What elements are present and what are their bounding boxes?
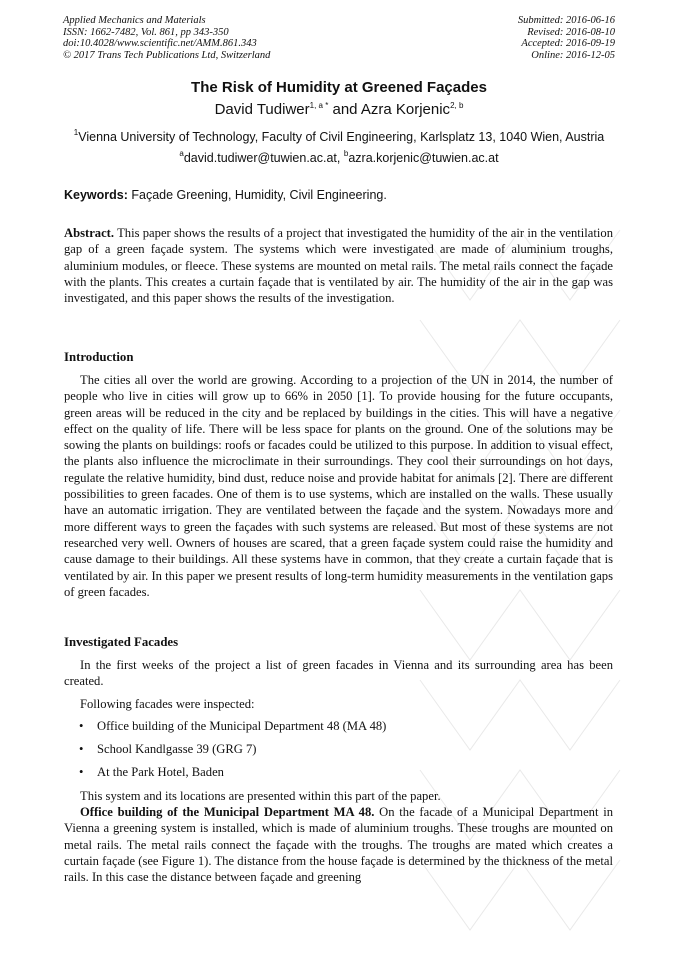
list-item bbox=[79, 742, 257, 757]
email-b-superscript: b bbox=[343, 149, 349, 158]
list-item bbox=[79, 765, 224, 780]
ma48-lead: Office building of the Municipal Department MA 48. bbox=[80, 805, 375, 819]
author-2: Azra Korjenic bbox=[360, 101, 451, 118]
date-revised: Revised: 2016-08-10 bbox=[527, 26, 615, 38]
list-item-text: Office building of the Municipal Department 48 (MA 48) bbox=[97, 719, 387, 733]
investigated-paragraph-1: In the first weeks of the project a list of green facades in Vienna and its surrounding area has been created. bbox=[64, 658, 613, 689]
bullet-icon: • bbox=[79, 719, 84, 733]
journal-issn: ISSN: 1662-7482, Vol. 861, pp 343-350 bbox=[63, 26, 229, 38]
keywords-text: Façade Greening, Humidity, Civil Engineering. bbox=[127, 188, 387, 202]
journal-header bbox=[63, 15, 615, 65]
affiliation bbox=[0, 130, 678, 144]
author-2-superscript: 2, b bbox=[450, 101, 464, 110]
author-emails bbox=[0, 151, 678, 165]
journal-doi[interactable]: doi:10.4028/www.scientific.net/AMM.861.343 bbox=[63, 38, 257, 49]
journal-name: Applied Mechanics and Materials bbox=[63, 15, 206, 26]
paper-title: The Risk of Humidity at Greened Façades bbox=[191, 79, 487, 96]
author-conjunction: and bbox=[328, 101, 361, 118]
bullet-icon: • bbox=[79, 765, 84, 779]
investigated-paragraph-2: Following facades were inspected: bbox=[80, 697, 255, 711]
investigated-facades-heading: Investigated Facades bbox=[64, 635, 179, 649]
ma48-paragraph bbox=[64, 804, 613, 885]
keywords-label: Keywords: bbox=[64, 188, 128, 202]
date-online: Online: 2016-12-05 bbox=[531, 49, 615, 61]
keywords bbox=[64, 188, 387, 202]
affiliation-text: Vienna University of Technology, Faculty of Civil Engineering, Karlsplatz 13, 1040 Wien, Austria bbox=[78, 130, 605, 144]
abstract-label: Abstract. bbox=[64, 226, 115, 240]
author-1: David Tudiwer bbox=[214, 101, 310, 118]
date-accepted: Accepted: 2016-09-19 bbox=[521, 38, 615, 49]
list-item bbox=[79, 719, 386, 734]
bullet-icon: • bbox=[79, 742, 84, 756]
journal-info bbox=[63, 15, 270, 61]
list-item-text: At the Park Hotel, Baden bbox=[97, 765, 224, 779]
date-submitted: Submitted: 2016-06-16 bbox=[517, 15, 615, 26]
submission-dates bbox=[518, 15, 615, 61]
ma48-text: On the facade of a Municipal Department in Vienna a greening system is installed, which is made of aluminium troughs. These troughs are mounted on metal rails. The metal rails connect the façade with the troughs. The troughs are mated which creates a curtain façade (see Figure 1). The distance from the house façade is determined by the thickness of the metal rails. In this case the distance between façade and greening bbox=[64, 805, 613, 885]
journal-copyright: © 2017 Trans Tech Publications Ltd, Switzerland bbox=[63, 49, 271, 61]
email-b[interactable]: azra.korjenic@tuwien.ac.at bbox=[348, 151, 499, 165]
author-1-superscript: 1, a * bbox=[309, 101, 329, 110]
author-line bbox=[0, 101, 678, 118]
abstract bbox=[64, 225, 613, 306]
investigated-paragraph-3: This system and its locations are presented within this part of the paper. bbox=[80, 789, 441, 803]
email-a-superscript: a bbox=[179, 149, 184, 158]
introduction-heading: Introduction bbox=[64, 350, 134, 364]
affiliation-superscript: 1 bbox=[73, 128, 79, 137]
list-item-text: School Kandlgasse 39 (GRG 7) bbox=[97, 742, 257, 756]
email-a[interactable]: david.tudiwer@tuwien.ac.at, bbox=[183, 151, 341, 165]
introduction-paragraph: The cities all over the world are growing. According to a projection of the UN in 2014, the number of people who live in cities will grow up to 66% in 2050 [1]. To provide housing for the future occupants, green areas will be reduced in the city and be replaced by buildings in the cities. This will have a negative effect on the quality of life. There will be less space for plants on the ground. One of the solutions may be sowing the plants on buildings: roofs or facades could be utilized to this purpose. In addition to visual effect, the plants also influence the microclimate in their surroundings. They cool their surroundings on hot days, regulate the relative humidity, bind dust, reduce noise and provide habitat for animals [2]. There are different possibilities to green facades. One of them is to use systems, which are installed on the walls. These usually have an automatic irrigation. They are ventilated between the façade and the system. Nowadays more and more different ways to green the façades with such systems are released. But most of these systems are not researched very well. Owners of houses are scared, that a green façade system could raise the humidity and cause damage to their buildings. All these systems have in common, that they create a curtain façade that is ventilated by air. In this paper we present results of long-term humidity measurements in the ventilation gaps of green facades. bbox=[64, 373, 613, 599]
abstract-text: This paper shows the results of a project that investigated the humidity of the air in the ventilation gap of a green façade system. The systems which were investigated are made of aluminium troughs, aluminium modules, or fleece. These systems are mounted on metal rails. The metal rails connect the façade with the plants. This creates a curtain façade that is ventilated by air. The humidity of the air in the gap was investigated, and this paper shows the results of the investigation. bbox=[64, 226, 613, 306]
